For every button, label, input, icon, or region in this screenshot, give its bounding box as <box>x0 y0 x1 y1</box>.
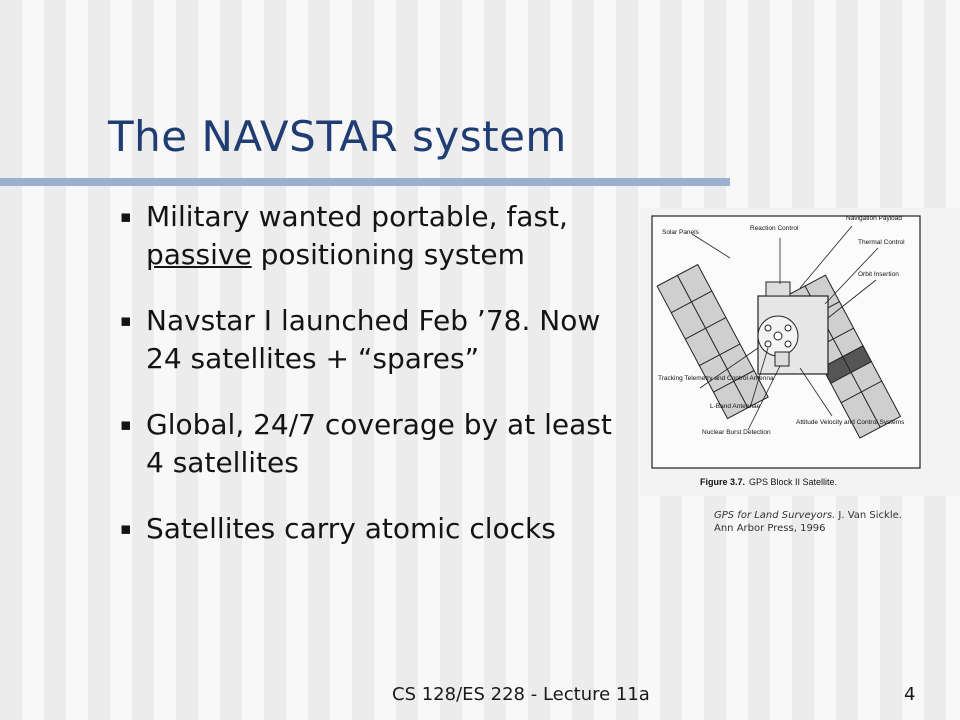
bullet-square-icon: ▪ <box>120 415 132 435</box>
bullet-text-post: positioning system <box>251 238 525 271</box>
bullet-list <box>118 198 638 576</box>
figure-caption-number: Figure 3.7. <box>700 477 746 487</box>
bullet-text: Satellites carry atomic clocks <box>146 512 556 545</box>
label-thermal-control: Thermal Control <box>858 239 905 246</box>
bullet-text: Global, 24/7 coverage by at least 4 satellites <box>146 408 612 479</box>
satellite-body <box>758 282 828 374</box>
satellite-figure <box>640 208 960 496</box>
figure-caption-text: GPS Block II Satellite. <box>749 477 838 487</box>
slide-title: The NAVSTAR system <box>108 112 567 161</box>
bullet-item <box>118 510 638 548</box>
bullet-square-icon: ▪ <box>120 311 132 331</box>
title-underline-bar <box>0 178 730 186</box>
label-reaction-control: Reaction Control <box>750 225 799 232</box>
bullet-square-icon: ▪ <box>120 519 132 539</box>
label-orbit-insertion: Orbit Insertion <box>858 271 899 278</box>
label-tracking-antenna: Tracking Telemetry and Control Antenna <box>658 375 774 382</box>
label-attitude: Attitude Velocity and Control Systems <box>796 419 905 426</box>
label-navigation-payload: Navigation Payload <box>846 215 903 222</box>
satellite-diagram <box>640 208 960 496</box>
citation-title: GPS for Land Surveyors. <box>714 510 836 521</box>
label-solar-panels: Solar Panels <box>662 229 699 236</box>
citation-rest: J. Van Sickle. Ann Arbor Press, 1996 <box>714 510 902 534</box>
bullet-underlined-word: passive <box>146 238 252 271</box>
figure-caption <box>700 477 837 487</box>
bullet-text: Navstar I launched Feb ’78. Now 24 satellites + “spares” <box>146 304 601 375</box>
figure-citation <box>714 509 914 535</box>
bullet-item <box>118 302 638 378</box>
label-l-band: L-Band Antennae <box>710 403 761 410</box>
bullet-item <box>118 406 638 482</box>
bullet-item <box>118 198 638 274</box>
bullet-text-pre: Military wanted portable, fast, <box>146 200 568 233</box>
slide-footer: CS 128/ES 228 - Lecture 11a <box>392 684 650 705</box>
page-number: 4 <box>904 684 916 705</box>
label-nuclear-burst: Nuclear Burst Detection <box>702 429 771 436</box>
bullet-square-icon: ▪ <box>120 207 132 227</box>
